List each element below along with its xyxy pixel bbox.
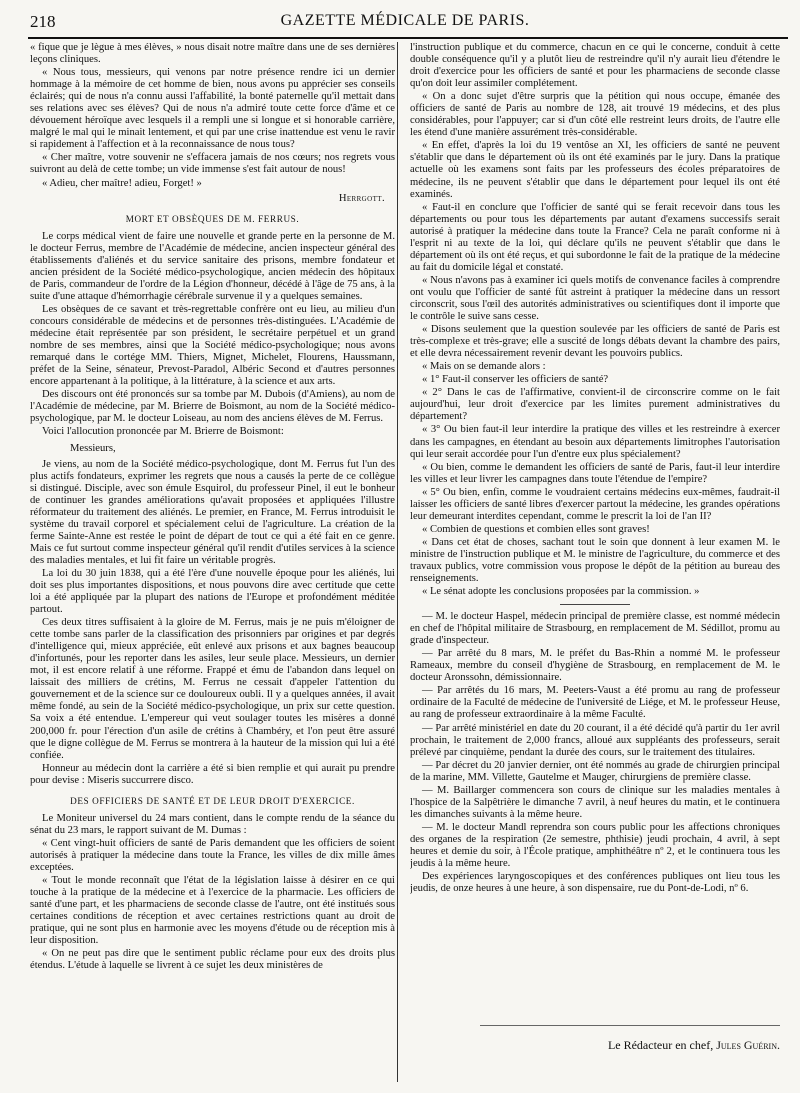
news-item: — Par décret du 20 janvier dernier, ont été nommés au grade de chirurgien principal de la marine, MM. Villette, Gautelme et Mauger, chirurgiens de première classe. (410, 759, 780, 783)
paragraph: l'instruction publique et du commerce, chacun en ce qui le concerne, conduit à cette double conséquence qu'il y a plutôt lieu de restreindre qu'il n'y aurait lieu d'étendre le droit d'exercice pour les officiers de santé et pour les pharmaciens de seconde classe qu'on doit leur assimiler complétement. (410, 42, 780, 90)
paragraph: « Le sénat adopte les conclusions proposées par la commission. » (422, 586, 700, 598)
header-rule (28, 37, 788, 39)
right-column (410, 42, 780, 1082)
paragraph: « 2° Dans le cas de l'affirmative, convient-il de circonscrire comme on le fait aujourd'hui, leur droit d'exercice par les limites purement administratives du département? (410, 387, 780, 423)
footer-rule (480, 1025, 780, 1026)
running-title: GAZETTE MÉDICALE DE PARIS. (280, 12, 530, 29)
paragraph: Ces deux titres suffisaient à la gloire de M. Ferrus, mais je ne puis m'éloigner de cette tombe sans parler de la classification des prisonniers par origines et par degrés d'intelligence qui, mieux appréciée, eût enlevé aux prisons et aux bagnes beaucoup d'infortunés, pour les reporter dans les asiles, leur seule place. Messieurs, un dernier mot, il est encore relatif à une réforme. Frappé et ému de l'abandon dans lequel on laissait des milliers de crétins, M. Ferrus ne cessait d'appeler l'attention du gouvernement et de la science sur ce douloureux oubli. Il y a quelques années, il avait même fondé, au sein de la Société médico-psychologique, un prix sur cette question. Sa voix a été entendue. L'empereur qui veut soulager toutes les misères a donné 200,000 fr. pour l'érection d'un asile de crétins à Chambéry, et l'on peut être assuré que le digne collègue de M. Ferrus se montrera à la hauteur de la mission qui lui a été confiée. (30, 617, 395, 761)
paragraph: « fique que je lègue à mes élèves, » nous disait notre maître dans une de ses dernières leçons cliniques. (30, 42, 395, 66)
paragraph: Les obsèques de ce savant et très-regrettable confrère ont eu lieu, au milieu d'un concours considérable de médecins et de personnes très-distinguées. L'Académie de médecine était représentée par son président, le secrétaire perpétuel et un grand nombre de ses membres, ainsi que la Société médico-psychologique; nous avons remarqué dans le cortége MM. Thiers, Mignet, Michelet, Flourens, Haussmann, préfet de la Seine, sénateur, Prevost-Paradol, Albéric Second et d'autres personnes encore appartenant à la politique, à la littérature, à la science et aux arts. (30, 303, 395, 388)
paragraph: « Dans cet état de choses, sachant tout le soin que donnent à leur examen M. le ministre de l'instruction publique et M. le ministre de l'agriculture, du commerce et des travaux publics, votre commission vous propose le dépôt de la pétition au bureau des renseignements. (410, 536, 780, 585)
news-item: Des expériences laryngoscopiques et des conférences publiques ont lieu tous les jeudis, de onze heures à une heure, à son dispensaire, rue du Pont-de-Lodi, nº 6. (410, 871, 780, 895)
paragraph: « 5° Ou bien, enfin, comme le voudraient certains médecins eux-mêmes, faudrait-il laisser les officiers de santé libres d'exercer partout la médecine, les grandes opérations leur demeurant interdites cependant, comme le prescrit la loi de l'an II? (410, 486, 780, 522)
news-item: — Par arrêté du 8 mars, M. le préfet du Bas-Rhin a nommé M. le professeur Rameaux, membre du conseil d'hygiène de Strasbourg, en remplacement de M. le docteur Aronssohn, démissionnaire. (410, 648, 780, 684)
news-item: — M. le docteur Mandl reprendra son cours public pour les affections chroniques des organes de la respiration (2e semestre, phthisie) jeudi prochain, 4 avril, à sept heures et demie du soir, à l'École pratique, amphithéâtre nº 2, et le continuera tous les jeudis à la même heure. (410, 821, 780, 870)
author-signature: Herrgott. (338, 192, 385, 204)
paragraph: « Disons seulement que la question soulevée par les officiers de santé de Paris est très-complexe et très-grave; elle a suscité de longs débats devant la chambre des pairs, et elle devra nécessairement revenir devant les pouvoirs publics. (410, 324, 780, 360)
paragraph: Honneur au médecin dont la carrière a été si bien remplie et qui aurait pu prendre pour devise : Miseris succurrere disco. (30, 762, 395, 786)
editor-label: Le Rédacteur en chef, (607, 1038, 714, 1052)
page-header (30, 12, 780, 38)
paragraph: « Ou bien, comme le demandent les officiers de santé de Paris, faut-il leur interdire les villes et leur livrer les campagnes dans toute l'étendue de l'empire? (410, 461, 780, 485)
editor-credit (410, 1038, 780, 1053)
paragraph: Le Moniteur universel du 24 mars contient, dans le compte rendu de la séance du sénat du 23 mars, le rapport suivant de M. Dumas : (30, 812, 395, 836)
section-heading: MORT ET OBSÈQUES DE M. FERRUS. (125, 213, 300, 224)
separator-rule (560, 604, 630, 605)
paragraph: « Mais on se demande alors : (422, 361, 546, 373)
paragraph: « On ne peut pas dire que le sentiment public réclame pour eux des droits plus étendus. L'étude à laquelle se livrent à ce sujet les deux ministères de (30, 948, 395, 972)
paragraph: « Cher maître, votre souvenir ne s'effacera jamais de nos cœurs; nos regrets vous suivront au delà de cette tombe; un vide immense s'est fait autour de nous! (30, 152, 395, 176)
column-divider (397, 42, 398, 1082)
paragraph: « 3° Ou bien faut-il leur interdire la pratique des villes et les restreindre à exercer dans les campagnes, en étendant au besoin aux départements limitrophes l'autorisation qui leur serait accordée pour l'un d'entre eux plus spécialement? (410, 424, 780, 460)
paragraph: Voici l'allocution prononcée par M. Brierre de Boismont: (42, 426, 284, 438)
paragraph: « Nous tous, messieurs, qui venons par notre présence rendre ici un dernier hommage à la mémoire de cet homme de bien, nous avons pu apprécier ses conseils éclairés; qui de nous n'a connu aussi l'affabilité, la bonté paternelle qu'il mettait dans ses relations avec ses élèves? Qui de nous n'a admiré toute cette force d'âme et ce dévouement héroïque avec lesquels il a rempli une si longue et si honorable carrière, malgré le mal qui le minait lentement, et qui par une crise inattendue est venu le ravir si rapidement à l'affection et à la reconnaissance de nous tous? (30, 67, 395, 151)
paragraph: « Combien de questions et combien elles sont graves! (422, 523, 650, 535)
editor-name: Jules Guérin. (716, 1038, 780, 1052)
paragraph: « En effet, d'après la loi du 19 ventôse an XI, les officiers de santé ne peuvent s'établir que dans le département où ils ont été examinés par le jury. Dans la pratique actuelle où les examens sont faits par les professeurs des écoles préparatoires de médecine, ils ne peuvent s'établir que dans le département pour lequel ils ont été examinés. (410, 140, 780, 200)
paragraph: « On a donc sujet d'être surpris que la pétition qui nous occupe, émanée des officiers de santé de Paris au nombre de 128, ait trouvé 19 médecins, et des plus considérables, pour l'appuyer; car si d'un côté elle restreint leurs droits, de l'autre elle les étend d'une manière assurément très-considérable. (410, 91, 780, 139)
news-item: — Par arrêté ministériel en date du 20 courant, il a été décidé qu'à partir du 1er avril prochain, le traitement de 2,000 francs, alloué aux suppléants des professeurs, serait prélevé par cinquième, pendant la durée des cours, sur le traitement des titulaires. (410, 722, 780, 758)
news-item: — Par arrêtés du 16 mars, M. Peeters-Vaust a été promu au rang de professeur ordinaire de la Faculté de médecine de l'université de Liége, et M. le professeur Heuse, au rang de professeur extraordinaire à la même Faculté. (410, 685, 780, 721)
news-item: — M. Baillarger commencera son cours de clinique sur les maladies mentales à l'hospice de la Salpêtrière le dimanche 7 avril, à neuf heures du matin, et le continuera les dimanches suivants à la même heure. (410, 784, 780, 820)
paragraph: « Cent vingt-huit officiers de santé de Paris demandent que les officiers de soient autorisés à pratiquer la médecine dans toute la France, les villes de dix mille âmes exceptées. (30, 837, 395, 873)
paragraph: Je viens, au nom de la Société médico-psychologique, dont M. Ferrus fut l'un des plus actifs fondateurs, exprimer les regrets que nous a causés la perte de ce collègue si distingué. Disciple, avec son émule Esquirol, du professeur Pinel, il eut le bonheur de continuer les grandes améliorations qu'avait proposées et appliquées l'illustre réformateur du traitement des aliénés. Le premier, en France, M. Ferrus introduisit le système du travail corporel et spécialement celui de l'agriculture. La création de la ferme Sainte-Anne est restée le point de départ de tout ce qui a été fait en ce genre. Mais ce fut surtout comme inspecteur général qu'il rendit d'utiles services à la science des maladies mentales, et lui fit faire un véritable progrès. (30, 458, 395, 566)
paragraph: « 1° Faut-il conserver les officiers de santé? (422, 374, 609, 386)
salutation: Messieurs, (70, 443, 116, 455)
section-heading: DES OFFICIERS DE SANTÉ ET DE LEUR DROIT D'EXERCICE. (70, 795, 355, 806)
paragraph: « Adieu, cher maître! adieu, Forget! » (42, 177, 202, 189)
page-number: 218 (30, 12, 56, 31)
news-item: — M. le docteur Haspel, médecin principal de première classe, est nommé médecin en chef de l'hôpital militaire de Strasbourg, en remplacement de M. Sédillot, promu au grade d'inspecteur. (410, 611, 780, 647)
paragraph: La loi du 30 juin 1838, qui a été l'ère d'une nouvelle époque pour les aliénés, lui doit ses plus importantes dispositions, et nous pouvons dire avec certitude que cette loi a été appliquée par la plupart des nations de l'Europe et profondément méditée partout. (30, 567, 395, 616)
left-column (30, 42, 395, 1082)
paragraph: « Nous n'avons pas à examiner ici quels motifs de convenance faciles à comprendre ont voulu que l'officier de santé fût astreint à pratiquer la médecine dans un ressort circonscrit, sous l'œil des autorités administratives ou scientifiques dont il importe que le contrôle le suive sans cesse. (410, 274, 780, 323)
paragraph: « Faut-il en conclure que l'officier de santé qui se ferait recevoir dans tous les départements ou pour tous les départements par autant d'examens successifs serait autorisé à pratiquer la médecine dans toute la France? Cela ne paraît conforme ni à l'esprit ni au texte de la loi, qui déclare qu'ils ne peuvent s'établir que dans le département où ils ont été reçus, et qui subordonne le fait de la pratique de la médecine au fait du domicile légal et constaté. (410, 201, 780, 273)
paragraph: « Tout le monde reconnaît que l'état de la législation laisse à désirer en ce qui touche à la pratique de la médecine et à l'exercice de la pharmacie. Les officiers de santé d'une part, et les pharmaciens de seconde classe de l'autre, ont été institués sous certaines conditions de réception et avec certaines restrictions quant au droit de pratique, qui ne sont plus en harmonie avec les moyens d'étude ou de réception mis à leur disposition. (30, 875, 395, 947)
paragraph: Le corps médical vient de faire une nouvelle et grande perte en la personne de M. le docteur Ferrus, membre de l'Académie de médecine, ancien inspecteur général des établissements d'aliénés et du service sanitaire des prisons, membre fondateur et ancien président de la Société médico-psychologique, ancien médecin des hôpitaux de Paris, commandeur de l'ordre de la Légion d'honneur, décédé à l'âge de 75 ans, à la suite d'une attaque d'hémorrhagie cérébrale survenue il y a quelques semaines. (30, 230, 395, 302)
paragraph: Des discours ont été prononcés sur sa tombe par M. Dubois (d'Amiens), au nom de l'Académie de médecine, par M. Brierre de Boismont, au nom de la Société médico-psychologique, par M. le docteur Loiseau, au nom des anciens élèves de M. Ferrus. (30, 389, 395, 425)
